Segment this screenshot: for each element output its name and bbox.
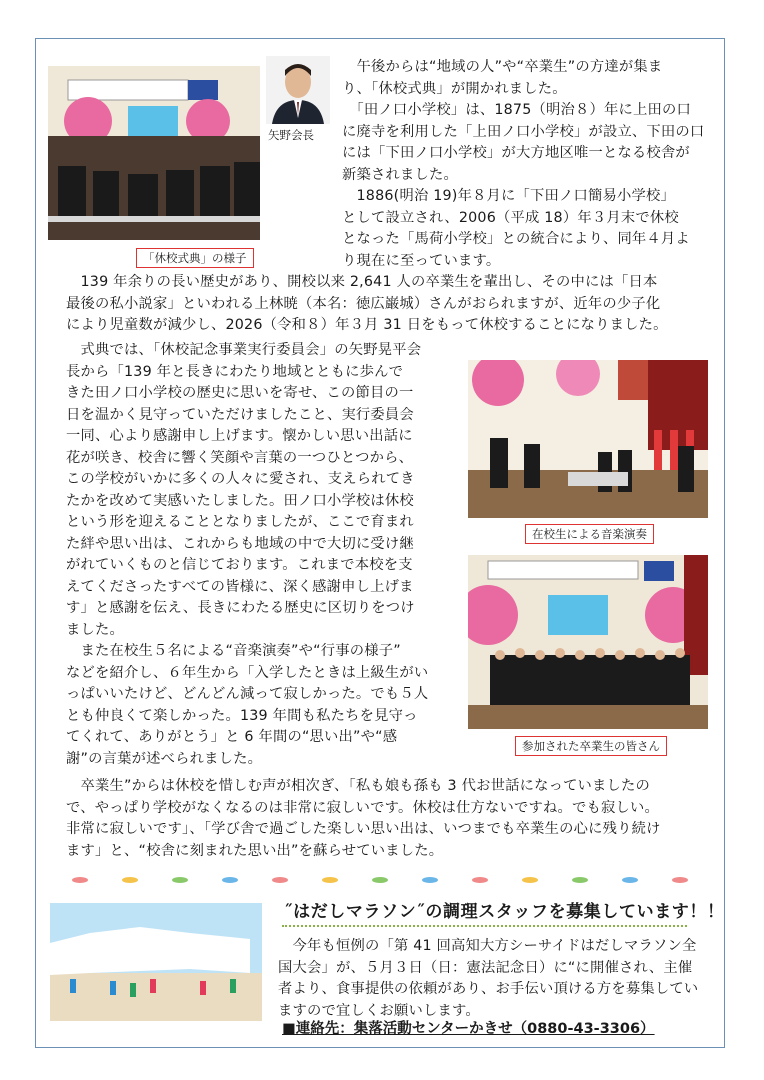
text-line: ますので宜しくお願いします。: [278, 1002, 480, 1019]
text-line: 式典では、「休校記念事業実行委員会」の矢野晃平会: [66, 342, 422, 358]
text-line: この学校がいかに多くの人々に愛され、支えられてき: [66, 471, 415, 487]
text-line: 午後からは“地域の人”や“卒業生”の方達が集ま: [342, 59, 663, 75]
text-line: という形を迎えることとなりましたが、ここで育まれ: [66, 514, 414, 530]
text-line: とも仲良くて楽しかった。139 年間も私たちを見守っ: [66, 707, 418, 724]
text-line: 一同、心より感謝申し上げます。懐かしい思い出話に: [66, 428, 413, 444]
ceremony-photo: [48, 66, 260, 240]
text-line: 者より、食事提供の依頼があり、お手伝い頂ける方を募集してい: [278, 981, 699, 997]
intro-paragraph: [342, 57, 714, 272]
text-line: に廃寺を利用した「上田ノ口小学校」が設立、下田の口: [342, 123, 705, 140]
text-line: たかを改めて実感いたしました。田ノ口小学校は休校: [66, 492, 414, 509]
text-line: 日を温かく見守っていただけましたこと、実行委員会: [66, 406, 414, 423]
alumni-caption: 参加された卒業生の皆さん: [515, 736, 667, 756]
text-line: 花が咲き、校舎に響く笑顔や言葉の一つひとつから、: [66, 449, 414, 466]
fish-divider-icons: [72, 877, 688, 883]
decorative-divider: [70, 874, 690, 886]
text-line: として設立され、2006（平成 18）年３月末で休校: [342, 209, 679, 226]
text-line: 「田ノ口小学校」は、1875（明治８）年に上田の口: [342, 102, 691, 118]
text-line: きた田ノ口小学校の歴史に思いを寄せ、この節目の一: [66, 385, 414, 401]
music-caption: 在校生による音楽演奏: [525, 524, 654, 544]
text-line: えてくださったすべての皆様に、深く感謝申し上げま: [66, 578, 414, 595]
text-line: 長から「139 年と長きにわたり地域とともに歩んで: [66, 363, 404, 380]
text-line: た絆や思い出は、これからも地域の中で大切に受け継: [66, 535, 414, 552]
text-line: 卒業生”からは休校を惜しむ声が相次ぎ、「私も娘も孫も 3 代お世話になっていましたの: [66, 778, 651, 794]
text-line: 1886(明治 19)年８月に「下田ノ口簡易小学校」: [342, 188, 676, 204]
text-line: で、やっぱり学校がなくなるのは非常に寂しいです。休校は仕方ないですね。でも寂しい。: [66, 799, 659, 816]
text-line: また在校生５名による“音楽演奏”や“行事の様子”: [66, 643, 401, 659]
contact-info: ■連絡先：集落活動センターかきせ（0880-43-3306）: [282, 1021, 655, 1037]
text-line: 最後の私小説家」といわれる上林暁（本名：徳広巌城）さんがおられますが、近年の少子化: [66, 295, 661, 312]
text-line: 新築されました。: [342, 166, 458, 183]
text-line: 国大会」が、５月３日（日：憲法記念日）に“に開催され、主催: [278, 959, 693, 976]
ceremony-paragraph: [66, 340, 458, 770]
text-line: ました。: [66, 621, 124, 638]
recruit-underline: [282, 922, 687, 927]
text-line: には「下田ノ口小学校」が大方地区唯一となる校舎が: [342, 145, 690, 161]
text-line: などを紹介し、６年生から「入学したときは上級生がい: [66, 664, 429, 681]
alumni-paragraph: [66, 776, 716, 862]
alumni-photo: [468, 555, 708, 729]
ceremony-caption: 「休校式典」の様子: [136, 248, 254, 268]
text-line: 非常に寂しいです」、「学び舎で過ごした楽しい思い出は、いつまでも卒業生の心に残り続け: [66, 821, 661, 837]
text-line: により児童数が減少し、2026（令和８）年３月 31 日をもって休校することになりました。: [66, 317, 668, 333]
music-photo: [468, 360, 708, 518]
chairman-caption: 矢野会長: [268, 128, 314, 142]
text-line: 今年も恒例の「第 41 回高知大方シーサイドはだしマラソン全: [278, 938, 697, 954]
text-line: っぱいいたけど、どんどん減って寂しかった。でも５人: [66, 686, 429, 702]
text-line: てくれて、ありがとう」と 6 年間の“思い出”や“感: [66, 729, 398, 745]
text-line: ます」と、“校舎に刻まれた思い出”を蘇らせていました。: [66, 842, 444, 859]
marathon-photo: [50, 903, 262, 1021]
chairman-portrait: [266, 56, 330, 124]
text-line: す」と感謝を伝え、長きにわたる歴史に区切りをつけ: [66, 600, 415, 616]
history-paragraph: [66, 272, 716, 337]
text-line: り現在に至っています。: [342, 252, 501, 269]
text-line: 謝”の言葉が述べられました。: [66, 750, 263, 767]
recruit-heading: ˝はだしマラソン˝の調理スタッフを募集しています！！: [284, 902, 725, 922]
text-line: となった「馬荷小学校」との統合により、同年４月よ: [342, 231, 690, 247]
text-line: がれていくものと信じております。これまで本校を支: [66, 557, 413, 573]
text-line: 139 年余りの長い歴史があり、開校以来 2,641 人の卒業生を輩出し、その中には「日本: [66, 274, 658, 290]
recruit-paragraph: [278, 936, 718, 1022]
text-line: り、「休校式典」が開かれました。: [342, 80, 567, 97]
